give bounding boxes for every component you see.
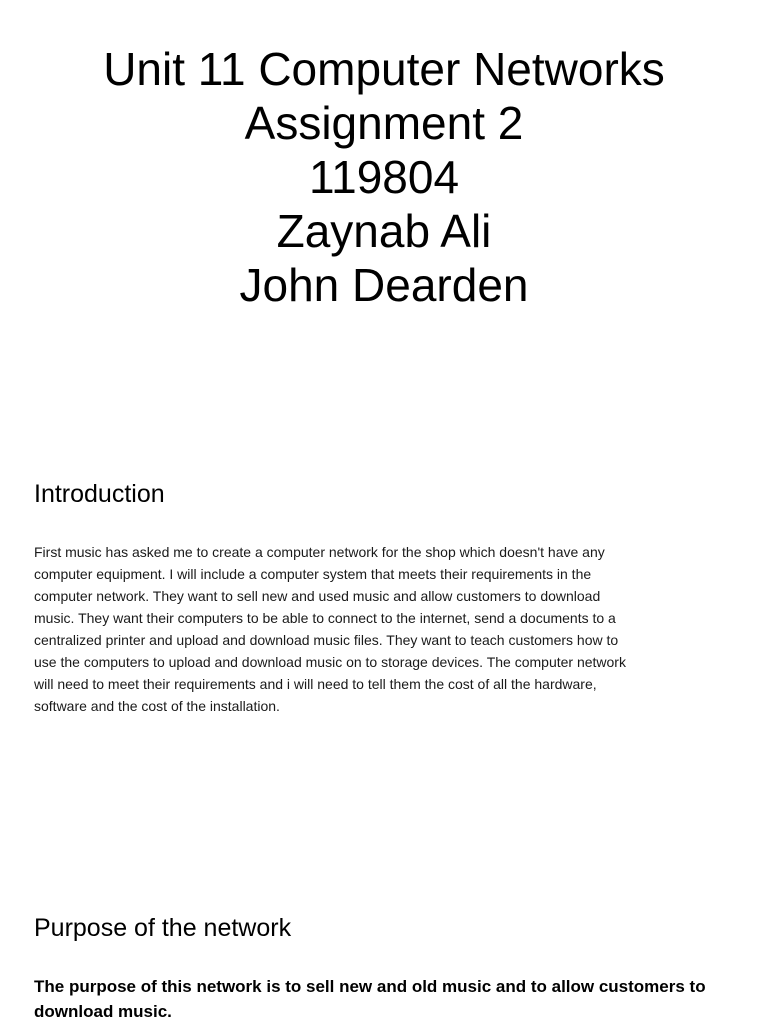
- title-student-id: 119804: [308, 151, 460, 203]
- introduction-paragraph: [34, 541, 734, 717]
- paragraph-line: First music has asked me to create a computer network for the shop which doesn't have any: [34, 544, 605, 560]
- title-assignment: Assignment 2: [244, 97, 524, 149]
- paragraph-line: computer network. They want to sell new and used music and allow customers to download: [34, 588, 601, 604]
- title-block: [0, 42, 768, 312]
- introduction-heading: Introduction: [34, 480, 165, 508]
- paragraph-line: use the computers to upload and download music on to storage devices. The computer network: [34, 654, 626, 670]
- paragraph-line: The purpose of this network is to sell new and old music and to allow customers to: [34, 977, 706, 996]
- paragraph-line: will need to meet their requirements and i will need to tell them the cost of all the hardware,: [34, 676, 597, 692]
- paragraph-line: software and the cost of the installation.: [34, 698, 280, 714]
- paragraph-line: computer equipment. I will include a computer system that meets their requirements in the: [34, 566, 592, 582]
- title-teacher-name: John Dearden: [239, 259, 529, 311]
- paragraph-line: download music.: [34, 1002, 172, 1021]
- purpose-paragraph: [34, 974, 754, 1024]
- purpose-heading: Purpose of the network: [34, 914, 292, 942]
- paragraph-line: centralized printer and upload and download music files. They want to teach customers how to: [34, 632, 619, 648]
- title-unit: Unit 11 Computer Networks: [103, 43, 665, 95]
- paragraph-line: music. They want their computers to be able to connect to the internet, send a documents to a: [34, 610, 616, 626]
- title-student-name: Zaynab Ali: [276, 205, 492, 257]
